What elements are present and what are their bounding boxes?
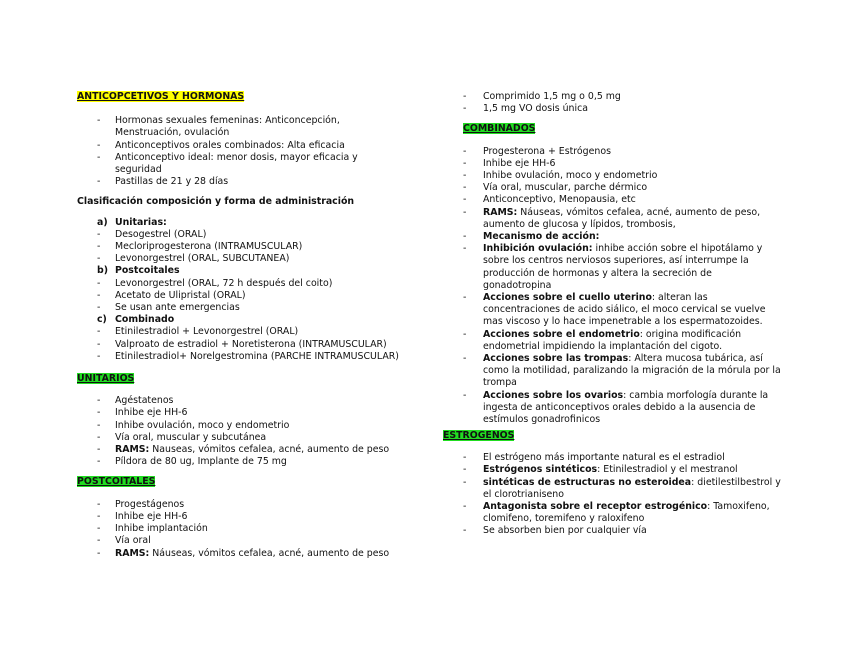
dash-bullet: - <box>463 525 467 537</box>
dash-bullet: - <box>97 523 101 535</box>
dash-bullet: - <box>97 350 101 362</box>
title-unitarios: UNITARIOS <box>77 373 135 385</box>
group-heading <box>77 265 407 277</box>
list-item <box>463 231 783 243</box>
list-item <box>463 182 783 194</box>
group-heading <box>77 217 407 229</box>
list-item-text: Valproato de estradiol + Noretisterona (INTRAMUSCULAR) <box>115 338 387 350</box>
list-item-text: sintéticas de estructuras no esteroidea: dietilestilbestrol y el clorotrianiseno <box>483 476 781 500</box>
combinados-list <box>463 146 783 427</box>
list-item-text: Etinilestradiol + Levonorgestrel (ORAL) <box>115 326 299 338</box>
list-item-text: Anticonceptivo, Menopausia, etc <box>483 194 636 206</box>
list-item-text: Antagonista sobre el receptor estrogénico: Tamoxifeno, clomifeno, toremifeno y raloxifeno <box>483 501 770 525</box>
list-item <box>463 158 783 170</box>
list-item-text: Hormonas sexuales femeninas: Anticoncepción, Menstruación, ovulación <box>115 115 340 139</box>
title-postcoitales: POSTCOITALES <box>77 476 156 488</box>
dash-bullet: - <box>97 289 101 301</box>
list-item-text: Levonorgestrel (ORAL, 72 h después del coito) <box>115 277 333 289</box>
list-item <box>97 253 407 265</box>
dash-bullet: - <box>97 535 101 547</box>
list-item-text: Comprimido 1,5 mg o 0,5 mg <box>483 91 621 102</box>
list-item-text: Vía oral, muscular, parche dérmico <box>483 182 648 194</box>
list-item-text: RAMS: Nauseas, vómitos cefalea, acné, aumento de peso <box>115 444 390 456</box>
estrogenos-section <box>443 430 783 538</box>
list-item <box>97 326 407 338</box>
list-item-text: 1,5 mg VO dosis única <box>483 103 588 115</box>
dash-bullet: - <box>463 103 467 115</box>
list-item <box>97 395 407 407</box>
dash-bullet: - <box>97 115 101 127</box>
group-letter: b) <box>97 265 108 277</box>
list-item-text: Desogestrel (ORAL) <box>115 228 207 240</box>
list-item <box>97 456 407 468</box>
list-item-text: Anticonceptivo ideal: menor dosis, mayor eficacia y seguridad <box>115 151 358 176</box>
list-item-text: Inhibe eje HH-6 <box>115 510 188 522</box>
list-item-text: Píldora de 80 ug, Implante de 75 mg <box>115 456 287 468</box>
dash-bullet: - <box>463 231 467 243</box>
dash-bullet: - <box>97 326 101 338</box>
bold-term: RAMS: <box>115 547 150 559</box>
list-item-text: Vía oral, muscular y subcutánea <box>115 431 267 443</box>
list-item-text: Acciones sobre el endometrio: origina modificación endometrial impidiendo la implantación del cigoto. <box>483 328 742 352</box>
dash-bullet: - <box>97 456 101 468</box>
group-items <box>97 229 407 266</box>
dash-bullet: - <box>97 407 101 419</box>
list-item-text: RAMS: Náuseas, vómitos cefalea, acné, aumento de peso, aumento de glucosa y lípidos, trombosis, <box>483 206 761 230</box>
group-title: Postcoitales <box>115 265 180 277</box>
dash-bullet: - <box>463 206 467 218</box>
list-item <box>97 523 407 535</box>
list-item-text: Agéstatenos <box>115 395 174 407</box>
bold-term: RAMS: <box>115 444 150 456</box>
right-column <box>463 91 783 436</box>
list-item <box>97 152 407 176</box>
dash-bullet: - <box>97 395 101 407</box>
list-item-text: Estrógenos sintéticos: Etinilestradiol y el mestranol <box>483 464 738 476</box>
classification-groups <box>77 217 407 363</box>
bold-term: RAMS: <box>483 206 518 218</box>
dash-bullet: - <box>463 389 467 401</box>
list-item <box>97 278 407 290</box>
list-item <box>463 329 783 353</box>
list-item-text: Inhibición ovulación: inhibe acción sobre el hipotálamo y sobre los centros nerviosos superiores, así interrumpe la producción de hormonas y altera la secreción de gonadotropina <box>483 243 763 291</box>
group-items <box>97 326 407 363</box>
dash-bullet: - <box>97 228 101 240</box>
list-item <box>463 243 783 292</box>
list-item-text: Progesterona + Estrógenos <box>483 145 611 157</box>
group-heading <box>77 314 407 326</box>
dash-bullet: - <box>97 547 101 559</box>
list-item-text: Acciones sobre el cuello uterino: alteran las concentraciones de acido siálico, el moco cervical se vuelve mas viscoso y lo hace impenetrable a los espermatozoides. <box>483 292 766 328</box>
dash-bullet: - <box>97 444 101 456</box>
list-item-text: Etinilestradiol+ Norelgestromina (PARCHE INTRAMUSCULAR) <box>115 350 399 362</box>
dash-bullet: - <box>97 139 101 151</box>
bold-term: Acciones sobre el cuello uterino <box>483 292 652 304</box>
dash-bullet: - <box>97 277 101 289</box>
list-item-text: Inhibe implantación <box>115 523 208 535</box>
list-item-text: Mecloriprogesterona (INTRAMUSCULAR) <box>115 241 303 253</box>
list-item <box>97 241 407 253</box>
dash-bullet: - <box>463 145 467 157</box>
dash-bullet: - <box>463 157 467 169</box>
list-item <box>97 140 407 152</box>
list-item-text: El estrógeno más importante natural es el estradiol <box>483 452 725 464</box>
list-item <box>463 525 783 537</box>
list-item <box>463 390 783 427</box>
left-column <box>77 91 407 560</box>
bold-term: Acciones sobre el endometrio <box>483 328 640 340</box>
group-title: Combinado <box>115 314 175 326</box>
bold-term: Acciones sobre los ovarios <box>483 389 624 401</box>
list-item-text: Inhibe eje HH-6 <box>483 157 556 169</box>
list-item-text: RAMS: Náuseas, vómitos cefalea, acné, aumento de peso <box>115 547 390 559</box>
dash-bullet: - <box>97 498 101 510</box>
list-item <box>97 176 407 188</box>
dash-bullet: - <box>463 243 467 255</box>
list-item <box>463 353 783 390</box>
dash-bullet: - <box>97 176 101 188</box>
list-item <box>97 229 407 241</box>
list-item <box>97 351 407 363</box>
dash-bullet: - <box>97 302 101 314</box>
dash-bullet: - <box>97 431 101 443</box>
list-item <box>463 170 783 182</box>
list-item <box>463 194 783 206</box>
list-item <box>97 444 407 456</box>
list-item-text: Se absorben bien por cualquier vía <box>483 525 647 537</box>
list-item <box>97 499 407 511</box>
list-item <box>463 207 783 231</box>
dash-bullet: - <box>97 338 101 350</box>
unitarios-list <box>97 395 407 468</box>
list-item <box>463 501 783 525</box>
dash-bullet: - <box>463 452 467 464</box>
dash-bullet: - <box>463 464 467 476</box>
title-anticonceptivos: ANTICOPCETIVOS Y HORMONAS <box>77 91 245 102</box>
list-item <box>97 290 407 302</box>
bold-term: Mecanismo de acción: <box>483 231 600 243</box>
list-item-text: Pastillas de 21 y 28 días <box>115 176 229 188</box>
list-item <box>97 339 407 351</box>
list-item <box>463 146 783 158</box>
dash-bullet: - <box>463 194 467 206</box>
dash-bullet: - <box>463 182 467 194</box>
list-item-text: Levonorgestrel (ORAL, SUBCUTANEA) <box>115 253 290 265</box>
top-list <box>463 91 783 115</box>
classification-heading: Clasificación composición y forma de administración <box>77 196 355 208</box>
list-item-text: Acciones sobre las trompas: Altera mucosa tubárica, así como la motilidad, paralizando la migración de la mórula por la trompa <box>483 353 781 389</box>
list-item-text: Acciones sobre los ovarios: cambia morfología durante la ingesta de anticonceptivos orales debido a la ausencia de estímulos gonadrofinicos <box>483 389 769 426</box>
bold-term: sintéticas de estructuras no esteroidea <box>483 476 692 488</box>
list-item-text <box>483 231 783 243</box>
dash-bullet: - <box>97 510 101 522</box>
group-letter: c) <box>97 314 107 326</box>
list-item <box>97 420 407 432</box>
list-item <box>97 535 407 547</box>
dash-bullet: - <box>463 91 467 102</box>
list-item <box>97 302 407 314</box>
list-item-text: Se usan ante emergencias <box>115 302 240 314</box>
list-item <box>463 452 783 464</box>
list-item <box>97 432 407 444</box>
dash-bullet: - <box>463 328 467 340</box>
list-item <box>463 91 783 103</box>
list-item <box>463 464 783 476</box>
list-item <box>97 407 407 419</box>
bold-term: Antagonista sobre el receptor estrogénico <box>483 501 708 513</box>
list-item-text: Progestágenos <box>115 498 185 510</box>
bold-term: Estrógenos sintéticos <box>483 464 598 476</box>
title-combinados: COMBINADOS <box>463 123 536 135</box>
list-item <box>463 103 783 115</box>
dash-bullet: - <box>463 501 467 513</box>
dash-bullet: - <box>463 170 467 182</box>
postcoitales-list <box>97 499 407 560</box>
dash-bullet: - <box>463 292 467 304</box>
dash-bullet: - <box>463 476 467 488</box>
group-title: Unitarias: <box>115 216 167 228</box>
estrogenos-list <box>463 452 783 537</box>
list-item <box>463 477 783 501</box>
list-item-text: Inhibe ovulación, moco y endometrio <box>483 170 658 182</box>
list-item <box>97 511 407 523</box>
list-item-text: Inhibe eje HH-6 <box>115 407 188 419</box>
list-item <box>97 548 407 560</box>
list-item <box>97 115 407 139</box>
list-item-text: Inhibe ovulación, moco y endometrio <box>115 419 290 431</box>
dash-bullet: - <box>97 253 101 265</box>
list-item <box>463 292 783 329</box>
list-item-text: Acetato de Ulipristal (ORAL) <box>115 289 246 301</box>
list-item-text: Vía oral <box>115 535 151 547</box>
bold-term: Acciones sobre las trompas <box>483 353 629 365</box>
group-items <box>97 278 407 315</box>
list-item-text: Anticonceptivos orales combinados: Alta eficacia <box>115 139 345 151</box>
group-letter: a) <box>97 216 108 228</box>
intro-list <box>97 115 407 188</box>
dash-bullet: - <box>97 241 101 253</box>
dash-bullet: - <box>97 419 101 431</box>
bold-term: Inhibición ovulación: <box>483 243 593 255</box>
title-estrogenos: ESTROGENOS <box>443 430 515 441</box>
dash-bullet: - <box>463 353 467 365</box>
dash-bullet: - <box>97 151 101 163</box>
